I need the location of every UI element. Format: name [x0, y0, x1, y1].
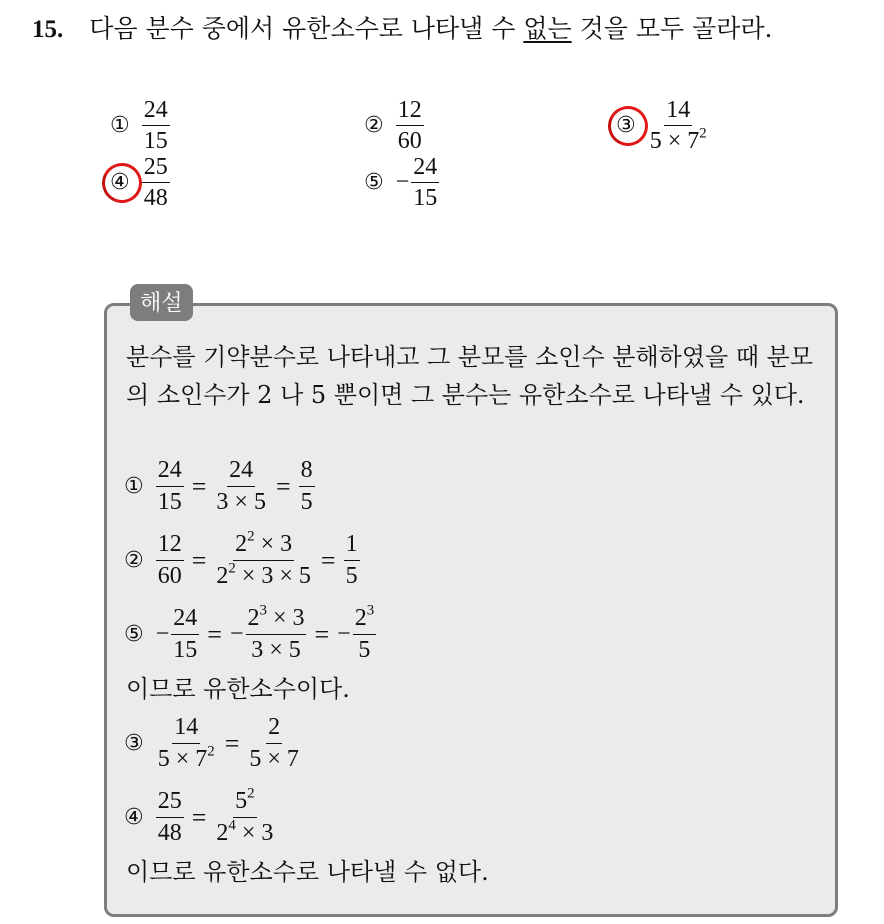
choice-4-fraction: $\frac{25}{48}$: [143, 154, 168, 211]
eq5-marker: ⑤: [124, 622, 144, 647]
underlined-word: 없는: [523, 14, 572, 43]
choice-5-marker: ⑤: [364, 170, 384, 195]
eq4-marker: ④: [124, 805, 144, 830]
choice-2-marker: ②: [364, 113, 384, 138]
choice-1-fraction: $\frac{24}{15}$: [143, 97, 168, 154]
equation-1: ① $\frac{24}{15}$ = $\frac{24}{3 \times 5}$ = $\frac{8}{5}$: [124, 457, 313, 515]
choice-2[interactable]: [364, 95, 424, 156]
eq1-marker: ①: [124, 474, 144, 499]
choice-3-marker: ③: [616, 113, 636, 138]
choice-1-marker: ①: [110, 113, 130, 138]
choice-3[interactable]: [616, 95, 709, 156]
equation-2: ② $\frac{12}{60}$ = $\frac{2^2 \times 3}{2^2 \times 3 \times 5}$ = $\frac{1}{5}$: [124, 528, 358, 589]
question-header: [32, 12, 773, 47]
explanation-tag: 해설: [130, 284, 193, 321]
eq2-marker: ②: [124, 548, 144, 573]
conclusion-finite: 이므로 유한소수이다.: [126, 675, 350, 703]
choice-5-fraction: $\frac{24}{15}$: [413, 154, 438, 211]
choice-2-fraction: $\frac{12}{60}$: [397, 97, 422, 154]
equation-5: ⑤ − $\frac{24}{15}$ = − $\frac{2^3 \times 3}{3 \times 5}$ = − $\frac{2^3}{5}$: [124, 602, 375, 663]
equation-3: ③ $\frac{14}{5 \times 7^2}$ = $\frac{2}{5 \times 7}$: [124, 714, 299, 772]
choice-5[interactable]: [364, 152, 439, 213]
choice-4[interactable]: [110, 152, 170, 213]
explanation-intro: 분수를 기약분수로 나타내고 그 분모를 소인수 분해하였을 때 분모의 소인수가 2 나 5 뿐이면 그 분수는 유한소수로 나타낼 수 있다.: [126, 343, 813, 409]
choice-1[interactable]: [110, 95, 170, 156]
question-text: 다음 분수 중에서 유한소수로 나타낼 수 없는 것을 모두 골라라.: [89, 14, 773, 43]
choice-5-sign: −: [395, 169, 410, 195]
equation-4: ④ $\frac{25}{48}$ = $\frac{5^2}{2^4 \times 3}$: [124, 785, 274, 846]
conclusion-infinite: 이므로 유한소수로 나타낼 수 없다.: [126, 858, 489, 886]
choice-4-marker: ④: [110, 170, 130, 195]
question-number: 15.: [32, 16, 64, 43]
choice-3-fraction: $\frac{14}{5 \times 7^2}$: [649, 97, 707, 154]
eq3-marker: ③: [124, 731, 144, 756]
